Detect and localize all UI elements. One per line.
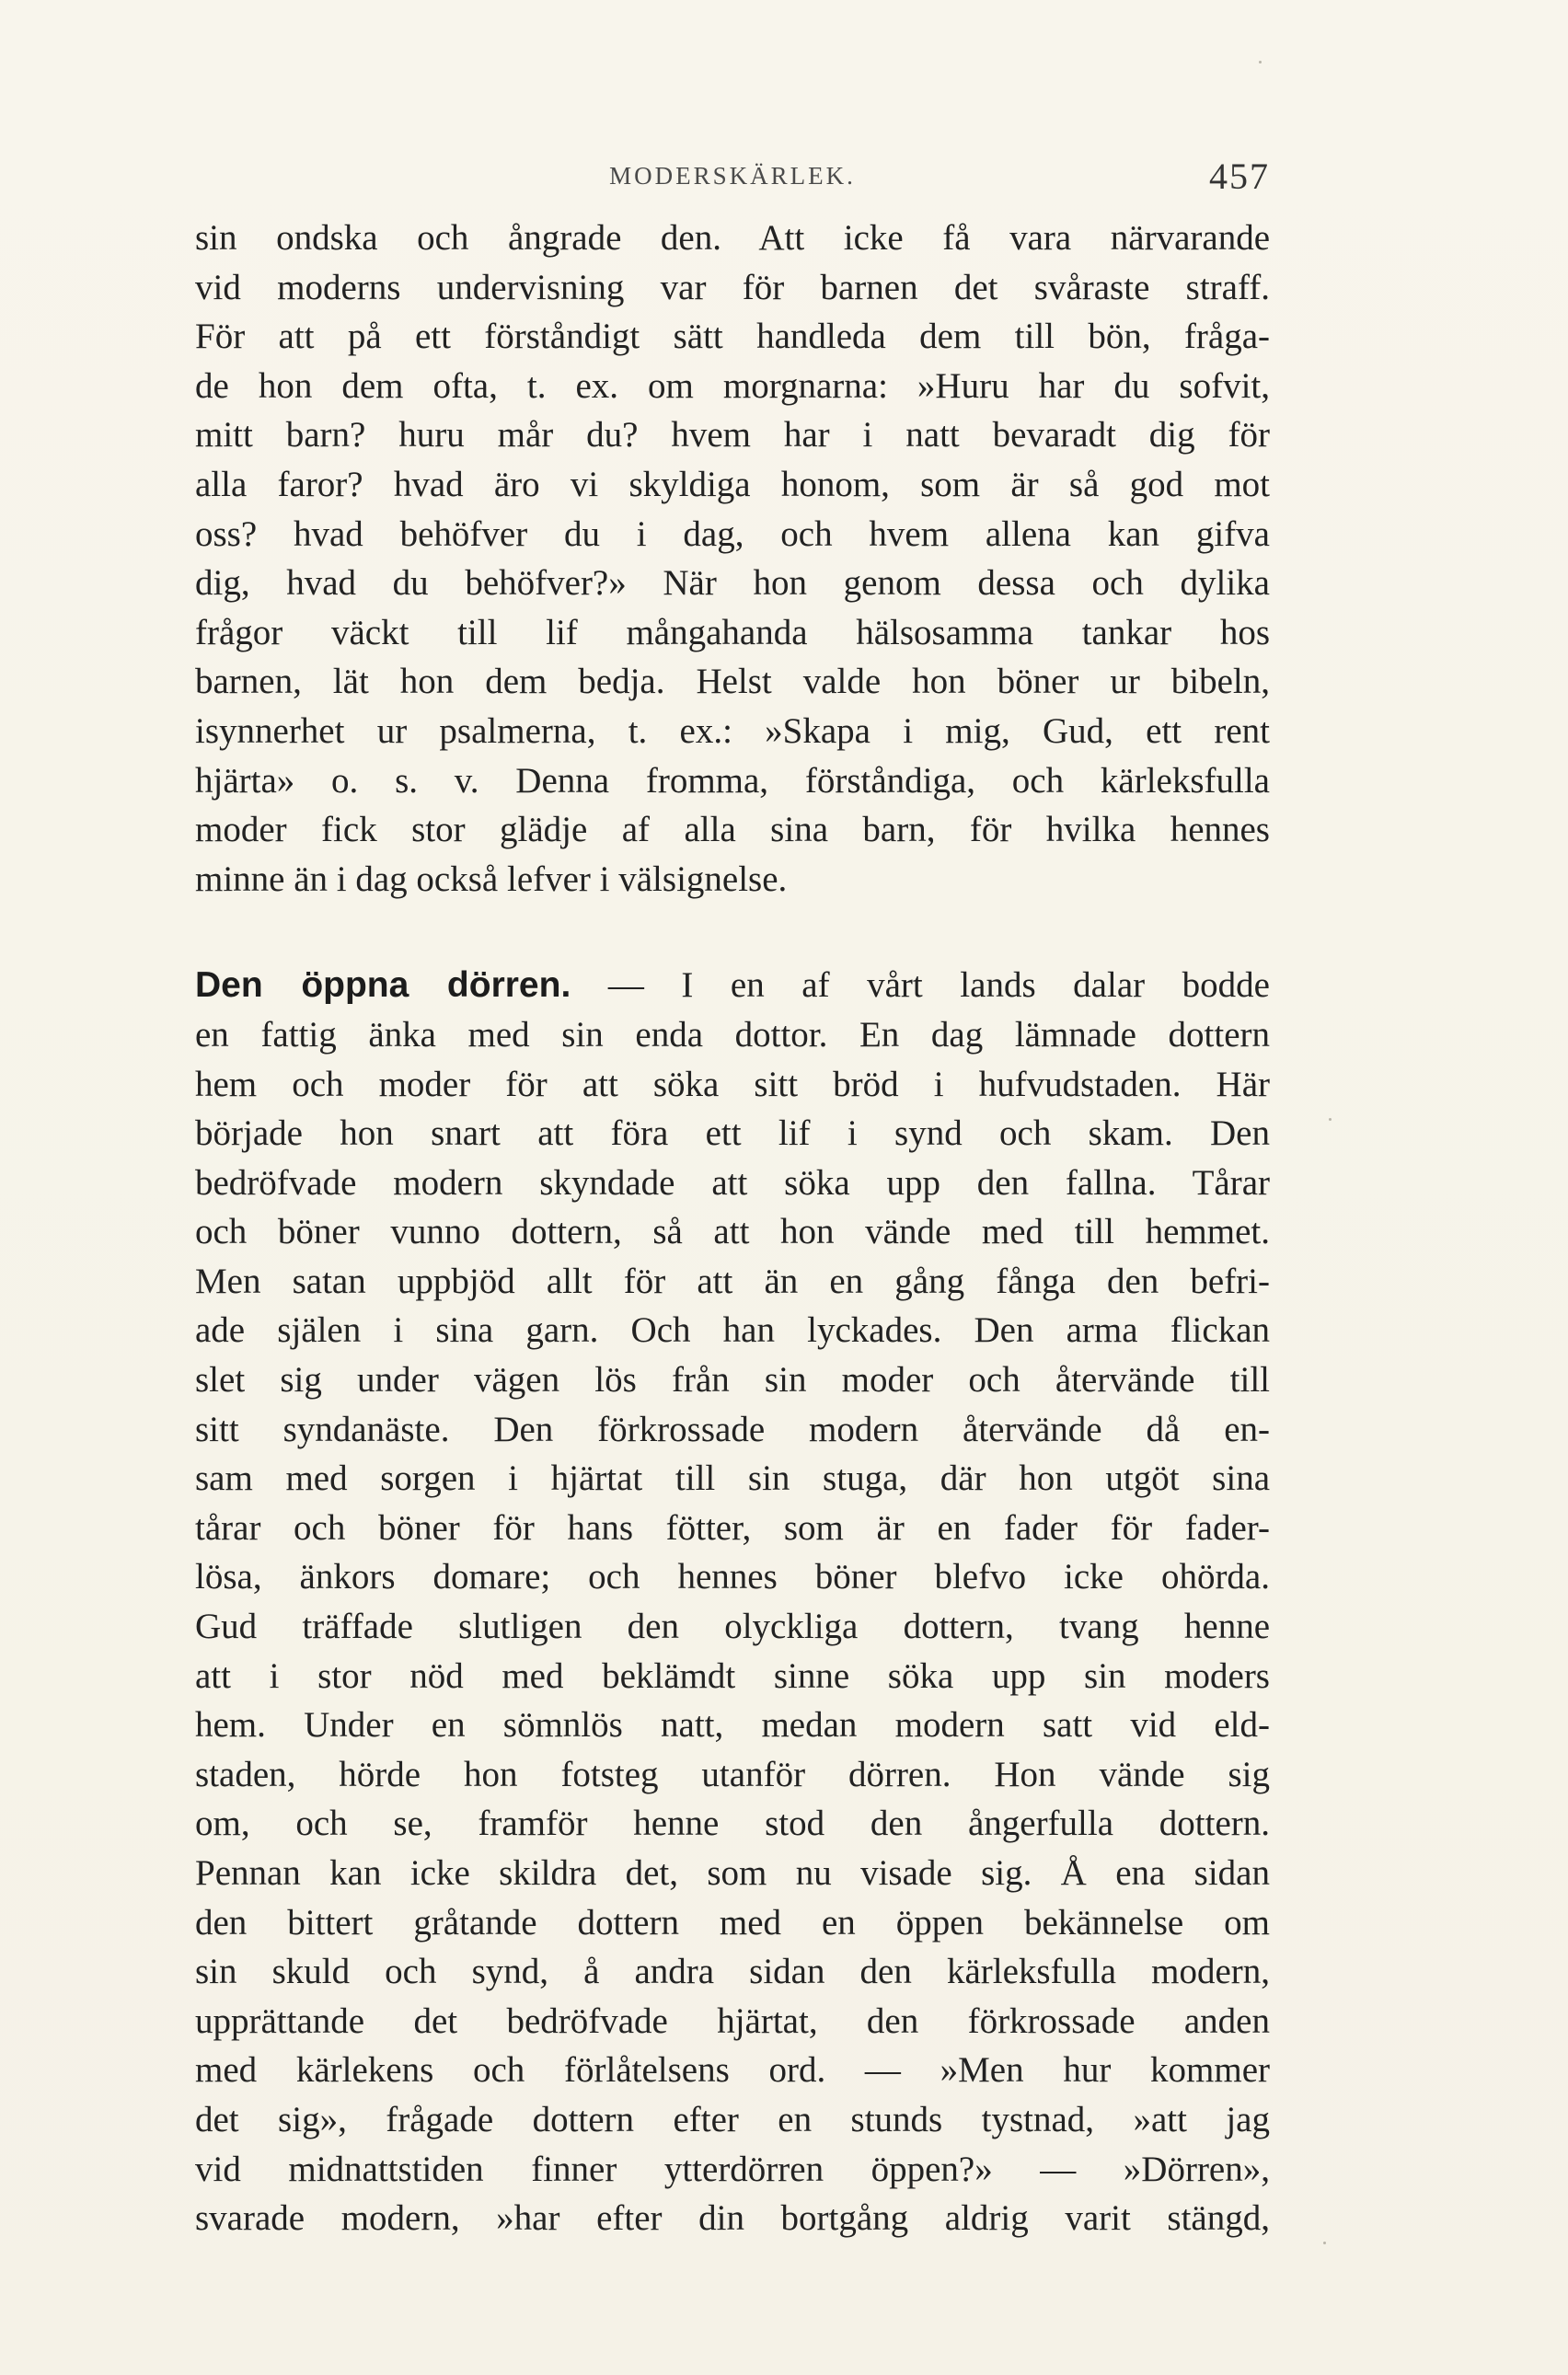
text-line: lösa, änkors domare; och hennes böner blefvo icke ohörda.	[195, 1557, 1270, 1597]
scan-speck	[1259, 61, 1262, 63]
section-heading: Den öppna dörren.	[195, 965, 571, 1006]
text-line: alla faror? hvad äro vi skyldiga honom, som är så god mot	[195, 464, 1270, 504]
body-text	[195, 213, 1270, 2243]
text-line: med kärlekens och förlåtelsens ord. — »Men hur kommer	[195, 2050, 1270, 2091]
text-line: det sig», frågade dottern efter en stunds tystnad, »att jag	[195, 2099, 1270, 2139]
text-line: minne än i dag också lefver i välsignelse.	[195, 859, 788, 899]
text-line: den bittert gråtande dottern med en öppen bekännelse om	[195, 1902, 1270, 1943]
text-line: att i stor nöd med beklämdt sinne söka upp sin moders	[195, 1655, 1270, 1696]
text-line: de hon dem ofta, t. ex. om morgnarna: »Huru har du sofvit,	[195, 365, 1270, 406]
section-first-line-text: — I en af vårt lands dalar bodde	[571, 965, 1270, 1006]
text-line: dig, hvad du behöfver?» När hon genom dessa och dylika	[195, 563, 1270, 604]
text-line: vid midnattstiden finner ytterdörren öppen?» — »Dörren»,	[195, 2149, 1270, 2189]
text-line: hem och moder för att söka sitt bröd i hufvudstaden. Här	[195, 1064, 1270, 1104]
text-line: Men satan uppbjöd allt för att än en gång fånga den befri-	[195, 1261, 1270, 1301]
page-number: 457	[1209, 156, 1270, 197]
text-line: tårar och böner för hans fötter, som är en fader för fader-	[195, 1507, 1270, 1548]
paragraph-gap	[195, 904, 1270, 961]
running-title: MODERSKÄRLEK.	[609, 162, 856, 190]
scan-speck	[1329, 1118, 1332, 1121]
section-first-line	[195, 961, 1270, 1010]
text-line: slet sig under vägen lös från sin moder och återvände till	[195, 1360, 1270, 1401]
text-line: mitt barn? huru mår du? hvem har i natt bevaradt dig för	[195, 415, 1270, 455]
running-header	[195, 155, 1270, 197]
text-line: För att på ett förståndigt sätt handleda dem till bön, fråga-	[195, 317, 1270, 357]
text-line: Pennan kan icke skildra det, som nu visade sig. Å ena sidan	[195, 1853, 1270, 1893]
text-line: oss? hvad behöfver du i dag, och hvem allena kan gifva	[195, 513, 1270, 554]
text-line: en fattig änka med sin enda dottor. En dag lämnade dottern	[195, 1014, 1270, 1055]
text-line: upprättande det bedröfvade hjärtat, den förkrossade anden	[195, 2000, 1270, 2041]
text-line: sam med sorgen i hjärtat till sin stuga, där hon utgöt sina	[195, 1458, 1270, 1499]
text-line: vid moderns undervisning var för barnen det svåraste straff.	[195, 267, 1270, 307]
text-line: moder fick stor glädje af alla sina barn, för hvilka hennes	[195, 810, 1270, 850]
text-line: svarade modern, »har efter din bortgång aldrig varit stängd,	[195, 2198, 1270, 2239]
text-line: barnen, lät hon dem bedja. Helst valde hon böner ur bibeln,	[195, 662, 1270, 702]
text-line: hem. Under en sömnlös natt, medan modern satt vid eld-	[195, 1705, 1270, 1746]
text-line: om, och se, framför henne stod den ångerfulla dottern.	[195, 1804, 1270, 1844]
text-line: Gud träffade slutligen den olyckliga dottern, tvang henne	[195, 1607, 1270, 1647]
text-line: började hon snart att föra ett lif i synd och skam. Den	[195, 1113, 1270, 1154]
text-line: sitt syndanäste. Den förkrossade modern återvände då en-	[195, 1409, 1270, 1449]
scan-speck	[1323, 2242, 1326, 2244]
text-line: frågor väckt till lif mångahanda hälsosamma tankar hos	[195, 612, 1270, 652]
text-line: sin ondska och ångrade den. Att icke få vara närvarande	[195, 218, 1270, 258]
text-line: isynnerhet ur psalmerna, t. ex.: »Skapa i mig, Gud, ett rent	[195, 710, 1270, 751]
text-line: sin skuld och synd, å andra sidan den kärleksfulla modern,	[195, 1952, 1270, 1992]
text-line: hjärta» o. s. v. Denna fromma, förståndiga, och kärleksfulla	[195, 760, 1270, 801]
text-line: ade själen i sina garn. Och han lyckades. Den arma flickan	[195, 1310, 1270, 1351]
text-line: och böner vunno dottern, så att hon vände med till hemmet.	[195, 1212, 1270, 1252]
text-line: staden, hörde hon fotsteg utanför dörren. Hon vände sig	[195, 1754, 1270, 1794]
text-line: bedröfvade modern skyndade att söka upp den fallna. Tårar	[195, 1162, 1270, 1203]
